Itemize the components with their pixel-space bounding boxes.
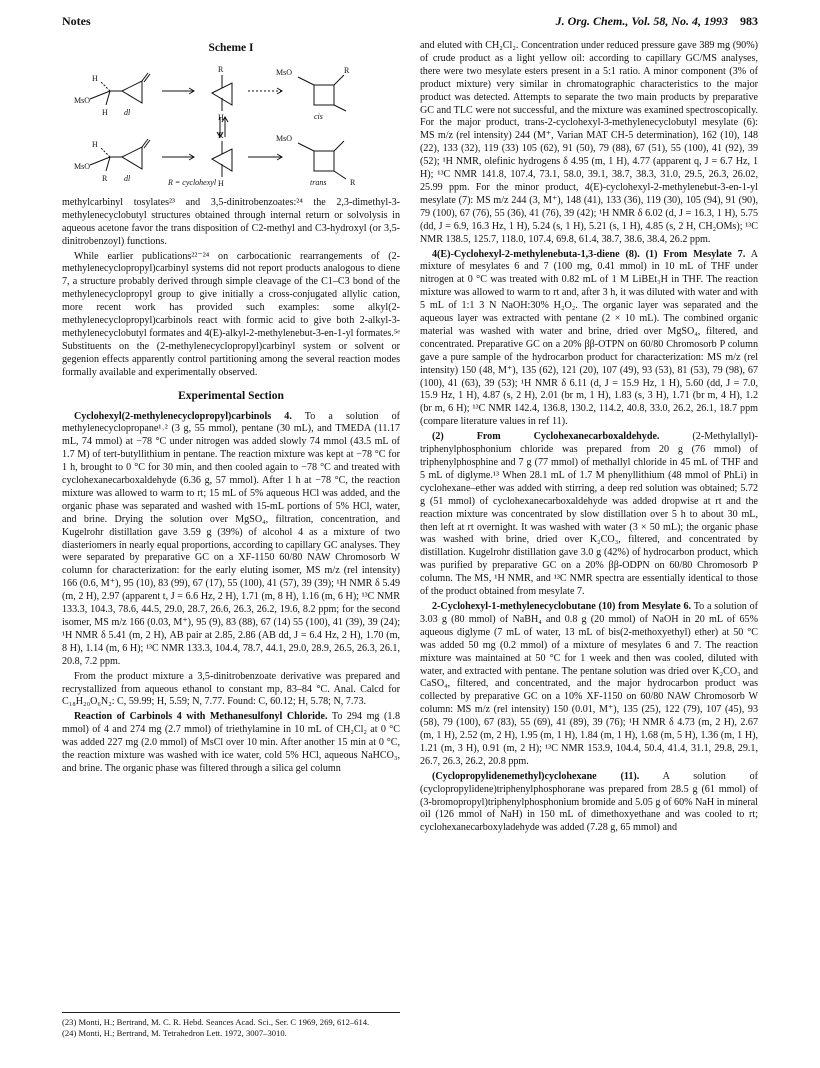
label-mso-trans: MsO	[276, 133, 293, 143]
left-column	[62, 40, 400, 778]
reactant-bottom-structure	[90, 139, 150, 171]
label-cis: cis	[314, 111, 323, 121]
journal-citation	[556, 14, 758, 29]
label-dl-bottom: dl	[124, 173, 131, 183]
label-h-top: H	[92, 73, 98, 83]
section-label: Notes	[62, 14, 91, 28]
right-paragraph-2-heading: 4(E)-Cyclohexyl-2-methylenebuta-1,3-diene (8). (1) From Mesylate 7.	[432, 248, 746, 260]
right-paragraph-2	[420, 249, 758, 430]
label-mso-bottom: MsO	[74, 161, 91, 171]
right-paragraph-2-body: A mixture of mesylates 6 and 7 (100 mg, 0.41 mmol) in 10 mL of THF under nitrogen at 0 °C was treated with 0.82 mL of 1 M LiBEt₃H in THF. The reaction mixture was allowed to warm to rt and, after 3 h, it was diluted with water and with 5 mL of 1:1 3 N NaOH:30% H₂O₂. The organic layer was separated and the aqueous layer was extracted with pentane (2 × 10 mL). The combined organic material was washed with water and brine, dried over MgSO₄, filtered, and concentrated. Preparative GC on a 20% ββ-OTPN on 60/80 Chromosorb P column gave a pure sample of the hydrocarbon product for characterization: MS m/z (rel intensity) 150 (48, M⁺), 135 (62), 121 (20), 107 (49), 93 (53), 81 (53), 79 (98), 67 (100), 41 (63), 39 (53); ¹H NMR δ 6.11 (d, J = 15.9 Hz, 1 H), 5.60 (dd, J = 7.0, 15.9 Hz, 1 H), 4.87 (s, 2 H), 2.01 (br m, 1 H), 1.83 (s, 3 H), 1.71 (br m, 4 H), 1.2 (br m, 6 H); ¹³C NMR 142.4, 136.8, 130.2, 114.2, 40.8, 33.0, 26.2, 26.1, 18.7 ppm (compare literature values in ref 11).	[420, 248, 758, 428]
right-paragraph-5-body: A solution of (cyclopropylidene)triphenylphosphorane was prepared from 28.5 g (61 mmol) of (3-bromopropyl)triphenylphosphonium bromide and 5.05 g of 60% NaH in mineral oil (126 mmol of NaH) in 150 mL of dimethoxyethane and was cooled to rt; cyclohexanecarboxyladehyde was added (7.28 g, 65 mmol) and	[420, 770, 759, 834]
paragraph-5-body: To 294 mg (1.8 mmol) of 4 and 274 mg (2.7 mmol) of triethylamine in 10 mL of CH₂Cl₂ at 0 °C was added 227 mg (2.0 mmol) of MsCl over 10 min. After another 15 min at 0 °C, the reaction mixture was washed with ice water, cold 5% HCl, aqueous NaHCO₃, and brine. The organic phase was filtered through a silica gel column	[62, 711, 400, 774]
left-paragraph-5	[62, 711, 400, 776]
trans-product-structure	[298, 141, 346, 179]
label-mso-top: MsO	[74, 95, 91, 105]
right-paragraph-5	[420, 771, 758, 836]
right-paragraph-3-heading: (2) From Cyclohexanecarboxaldehyde.	[432, 431, 660, 443]
journal-name: J. Org. Chem., Vol. 58, No. 4, 1993	[555, 14, 728, 28]
label-r-cation-bottom: R	[218, 130, 224, 140]
label-mso-cis: MsO	[276, 67, 293, 77]
label-trans: trans	[310, 177, 327, 187]
cation-top-structure	[212, 75, 232, 111]
label-h-cation-top: H	[218, 112, 224, 122]
reaction-arrow-dotted	[248, 88, 282, 94]
cis-product-structure	[298, 75, 346, 111]
right-paragraph-5-heading: (Cyclopropylidenemethyl)cyclohexane (11).	[432, 770, 640, 782]
right-paragraph-4-body: To a solution of 3.03 g (80 mmol) of NaBH₄ and 0.8 g (20 mmol) of NaOH in 20 mL of 65% aqueous diglyme (7 mL of water, 13 mL of bis(2-methoxyethyl) ether) at 50 °C was added 50 mg (0.2 mmol) of a mixture of mesylates 6 and 7. The reaction mixture was maintained at 50 °C for 1 week and then was cooled, diluted with water, and extracted with pentane. The pentane solution was dried over K₂CO₃ and CaSO₄, filtered, and concentrated, and the major hydrocarbon product was collected by preparative GC on a 10% XF-1150 on 60/80 NAW Chromosorb W column: MS m/z (rel intensity) 150 (0.01, M⁺), 135 (25), 122 (79), 107 (45), 93 (58), 79 (100), 67 (83), 55 (69), 41 (89), 39 (76); ¹H NMR δ 4.73 (m, 2 H), 2.67 (m, 1 H), 2.52 (m, 2 H), 1.95 (m, 1 H), 1.84 (m, 1 H), 1.68 (m, 5 H), 1.36 (m, 1 H), 1.21 (m, 3 H), 0.91 (m, 2 H); ¹³C NMR 153.9, 104.4, 50.4, 41.4, 31.1, 29.8, 29.1, 26.7, 26.3, 26.2, 20.8 ppm.	[420, 600, 759, 767]
paragraph-5-heading: Reaction of Carbinols 4 with Methanesulfonyl Chloride.	[74, 711, 328, 723]
paragraph-3-heading: Cyclohexyl(2-methylenecyclopropyl)carbinols 4.	[74, 410, 292, 422]
scheme-legend: R = cyclohexyl	[168, 177, 217, 187]
reaction-arrow-bottom-1	[162, 154, 194, 160]
right-paragraph-3-body: (2-Methylallyl)-triphenylphosphonium chloride was prepared from 20 g (76 mmol) of triphenylphosphine and 7 g (77 mmol) of methallyl chloride in 45 mL of THF and 5 mL of diglyme.¹³ When 28.1 mL of 1.7 M phenyllithium (48 mmol of PhLi) in cyclohexane–ether was added with stirring, a deep red solution was obtained; 5.72 g (51 mmol) of cyclohexanecarboxaldehyde was added dropwise at rt and the reaction mixture was concentrated by slow distillation over 5 h to about 30 mL, then left at rt overnight. It was washed with water (3 × 50 mL); the organic phase was washed with brine, dried over K₂CO₃, filtered, and concentrated by distillation. Kugelrohr distillation gave 3.0 g (42%) of hydrocarbon product, which was purified by preparative GC on a 20% ββ-ODPN on 60/80 Chromosorb P column. The MS, ¹H NMR, and ¹³C NMR spectra are essentially identical to those of the product obtained from mesylate 7.	[420, 431, 759, 598]
label-dl-top: dl	[124, 107, 131, 117]
right-paragraph-1: and eluted with CH₂Cl₂. Concentration under reduced pressure gave 389 mg (90%) of crude product as a light yellow oil: according to capillary GC/MS analyses, there were two mesylate esters present in a 5:1 ratio. A minor component (3% of product mixture) very similar in chromatographic characteristics to the major product was detected. Attempts to separate the two main products by preparative GC and TLC were not successful, and the mixture was examined spectroscopically. For the major product, trans-2-cyclohexyl-3-methylenecyclobutyl mesylate (6): MS m/z (rel intensity) 244 (M⁺, Varian MAT CH-5 determination), 162 (10), 148 (22), 133 (32), 119 (33) 105 (62), 91 (50), 79 (88), 67 (51), 55 (100), 41 (92), 39 (52); ¹H NMR, olefinic hydrogens δ 4.95 (m, 1 H), 4.77 (apparent q, J = 6.7 Hz, 1 H); ¹³C NMR 141.8, 107.4, 73.1, 58.0, 39.1, 38.7, 38.3, 31.0, 29.5, 26.3, 26.02, 25.99 ppm. For the minor product, 4(E)-cyclohexyl-2-methylenebut-3-en-1-yl mesylate (7): MS m/z 244 (3, M⁺), 148 (41), 133 (36), 119 (30), 105 (94), 91 (90), 79 (100), 67 (76), 55 (36), 41 (76), 39 (42); ¹H NMR δ 6.02 (d, J = 16.3, 1 H), 5.75 (dd, J = 6.9, 16.3 Hz, 1 H), 5.24 (s, 1 H), 5.21 (s, 1 H), 4.85 (s, 2 H, CH₂OMs); ¹³C NMR 138.5, 125.7, 118.0, 107.4, 69.8, 61.4, 38.7, 38.6, 38.4, 26.2 ppm.	[420, 40, 758, 245]
right-paragraph-4	[420, 601, 758, 769]
footnote-23: (23) Monti, H.; Bertrand, M. C. R. Hebd. Seances Acad. Sci., Ser. C 1969, 269, 612–614.	[62, 1017, 370, 1027]
cation-bottom-structure	[212, 141, 232, 177]
reaction-arrow-forward	[162, 88, 194, 94]
label-r-bottom: R	[102, 173, 108, 183]
footnote-24: (24) Monti, H.; Bertrand, M. Tetrahedron Lett. 1972, 3007–3010.	[62, 1028, 287, 1038]
footnotes	[62, 1012, 400, 1039]
label-h-cation-bottom: H	[218, 178, 224, 188]
reaction-arrow-bottom-2	[248, 154, 282, 160]
paragraph-3-body: To a solution of methylenecyclopropane¹˒² (3 g, 55 mmol), pentane (30 mL), and TMEDA (11.17 mL, 74 mmol) at −78 °C under nitrogen was added slowly 74 mmol (43.5 mL of 1.7 M) of tert-butyllithium in pentane. The reaction mixture was kept at −78 °C for 1 h, brought to 0 °C for 30 min, and then cooled again to −78 °C and treated with cyclohexanecarboxaldehyde (6.36 g, 57 mmol). After 1 h at −78 °C, the reaction mixture was allowed to warm to rt; 15 mL of 5% aqueous HCl was added, and the organic phase was separated and washed with 15-mL portions of 5% HCl, water, and brine. Drying the solution over MgSO₄, filtration, concentration, and Kugelrohr distillation gave 3.59 g (39%) of alcohol 4 as a mixture of two diasteriomers in nearly equal proportions, according to capillary GC analyses. They were separated by preparative GC on a XF-1150 60/80 NAW Chromosorb W column for characterization: for the early eluting isomer, MS m/z (rel intensity) 166 (0.6, M⁺), 95 (10), 83 (99), 67 (17), 55 (100), 41 (57), 39 (39); ¹H NMR δ 5.49 (m, 2 H), 2.97 (apparent t, J = 6.6 Hz, 2 H), 1.71 (m, 8 H), 1.16 (m, 6 H); ¹³C NMR 133.3, 104.3, 78.6, 44.5, 29.0, 28.7, 26.6, 26.3, 26.2, 19.6, 8.2 ppm; for the second isomer, MS m/z 166 (0.03, M⁺), 95 (9), 83 (88), 67 (14) 55 (100), 41 (39), 39 (24); ¹H NMR δ 5.41 (m, 2 H), AB pair at 2.85, 2.86 (AB dd, J = 6.4 Hz, 2 H), 1.70 (m, 8 H), 1.14 (m, 6 H); ¹³C NMR 133.3, 104.4, 78.7, 44.1, 29.0, 28.9, 26.5, 26.3, 26.1, 20.8, 7.2 ppm.	[62, 410, 401, 667]
section-heading: Experimental Section	[178, 389, 284, 402]
page-number: 983	[740, 14, 758, 28]
reactant-top-structure	[90, 73, 150, 105]
label-h-bottom: H	[92, 139, 98, 149]
label-r-cation-top: R	[218, 64, 224, 74]
label-r-trans: R	[350, 177, 356, 187]
left-paragraph-1: methylcarbinyl tosylates²³ and 3,5-dinitrobenzoates:²⁴ the 2,3-dimethyl-3-methylenecyclobutyl structures obtained through internal return or solvolysis in aqueous acetone favor the trans disposition of C2-methyl and C3-hydroxyl (or 3,5-dinitrobenzoyl) functions.	[62, 196, 400, 247]
right-paragraph-3	[420, 431, 758, 599]
left-paragraph-3	[62, 411, 400, 669]
scheme-diagram	[62, 61, 400, 189]
right-paragraph-4-heading: 2-Cyclohexyl-1-methylenecyclobutane (10) from Mesylate 6.	[432, 600, 692, 612]
left-paragraph-4: From the product mixture a 3,5-dinitrobenzoate derivative was prepared and recrystallized from aqueous ethanol to constant mp, 83–84 °C. Anal. Calcd for C₁₈H₂₀O₆N₂: C, 59.99; H, 5.59; N, 7.77. Found: C, 60.12; H, 5.78; N, 7.73.	[62, 670, 400, 708]
label-h-top-lower: H	[102, 107, 108, 117]
left-paragraph-2: While earlier publications²²⁻²⁴ on carbocationic rearrangements of (2-methylenecyclopropyl)carbinyl systems did not report products analogous to diene 7, a structure probably derived through simple cleavage of the C1–C3 bond of the methylenecyclopropyl group to give initially a cross-conjugated allylic cation, more recent work has provided such examples: some alkyl(2-methylenecyclopropyl)carbinols react with formic acid to give both 2-alkyl-3-methylenecyclobutyl formates and 4(E)-alkyl-2-methylenebut-3-en-1-yl formates.⁵ᵉ Substituents on the (2-methylenecyclopropyl)carbinyl system or solvent or gegenion effects apparently control partitioning among the several reaction modes formally available and experimentally observed.	[62, 250, 400, 378]
scheme-title: Scheme I	[208, 42, 254, 54]
right-column	[420, 40, 758, 837]
running-head	[62, 14, 758, 32]
label-r-cis: R	[344, 65, 350, 75]
